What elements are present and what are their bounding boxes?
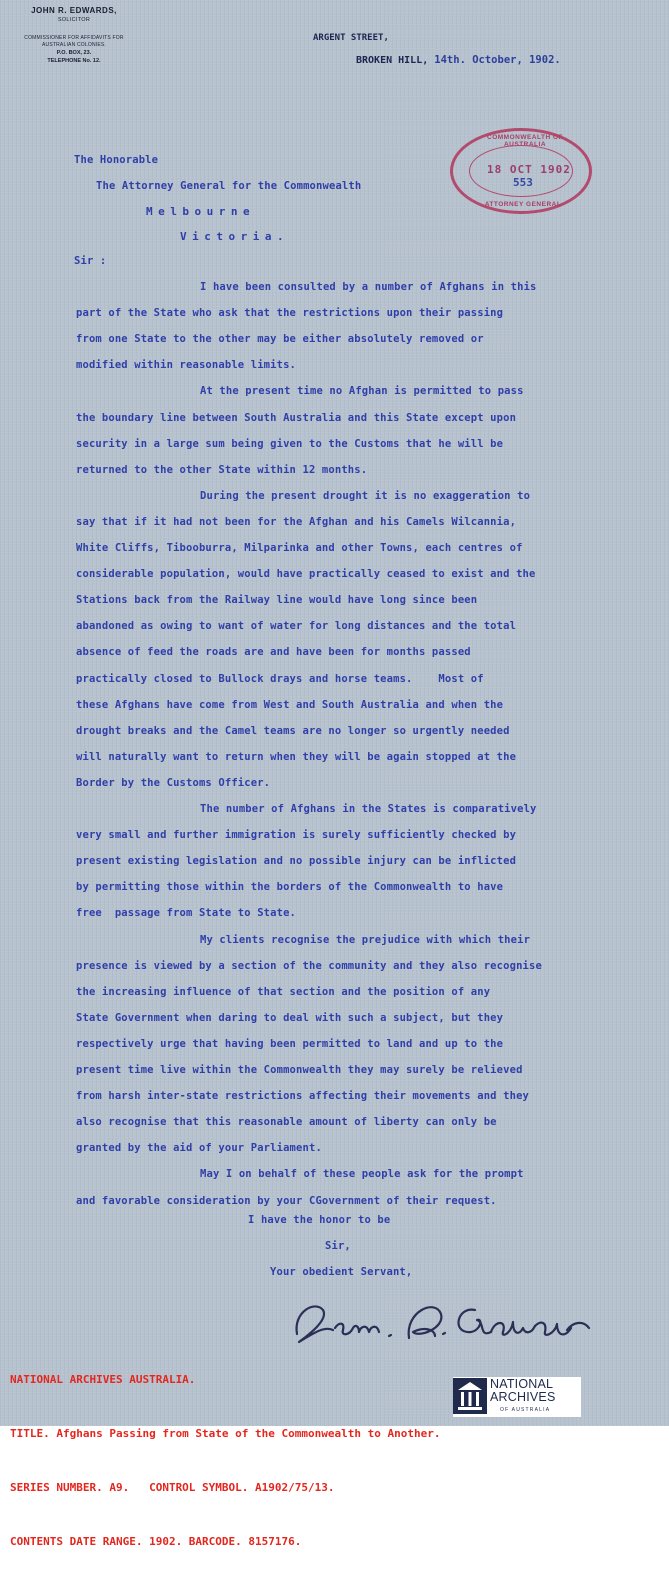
body-line: I have been consulted by a number of Afghans in this xyxy=(200,281,537,293)
logo-wordmark xyxy=(490,1378,556,1404)
salutation: Sir : xyxy=(74,255,107,267)
body-line: by permitting those within the borders of the Commonwealth to have xyxy=(76,881,504,893)
body-line: the boundary line between South Australia and this State except upon xyxy=(76,412,517,424)
logo-line1: NATIONAL xyxy=(490,1377,554,1391)
body-line: abandoned as owing to want of water for long distances and the total xyxy=(76,620,517,632)
recipient-line1: The Honorable xyxy=(74,154,159,166)
body-line: presence is viewed by a section of the community and they also recognise xyxy=(76,960,542,972)
recipient-line2: The Attorney General for the Commonwealth xyxy=(96,180,362,192)
body-line: free passage from State to State. xyxy=(76,907,297,919)
body-line: absence of feed the roads are and have been for months passed xyxy=(76,646,471,658)
body-line: very small and further immigration is surely sufficiently checked by xyxy=(76,829,517,841)
body-line: considerable population, would have practically ceased to exist and the xyxy=(76,568,536,580)
body-line: from one State to the other may be either absolutely removed or xyxy=(76,333,484,345)
body-line: At the present time no Afghan is permitted to pass xyxy=(200,385,524,397)
body-line: returned to the other State within 12 months. xyxy=(76,464,368,476)
received-stamp xyxy=(450,128,592,214)
stamp-date: 18 OCT 1902 xyxy=(487,163,571,176)
body-line: My clients recognise the prejudice with which their xyxy=(200,934,531,946)
stamp-number: 553 xyxy=(513,176,533,189)
letterhead-telephone: TELEPHONE No. 12. xyxy=(47,58,101,64)
address-street: ARGENT STREET, xyxy=(313,33,389,43)
body-line: present existing legislation and no possible injury can be inflicted xyxy=(76,855,517,867)
body-line: White Cliffs, Tibooburra, Milparinka and other Towns, each centres of xyxy=(76,542,523,554)
body-line: Stations back from the Railway line would have long since been xyxy=(76,594,478,606)
address-city: BROKEN HILL, xyxy=(356,55,429,66)
logo-line2: ARCHIVES xyxy=(490,1390,556,1404)
archives-building-icon xyxy=(453,1378,487,1414)
closing-line2: Sir, xyxy=(325,1240,351,1252)
letterhead-commission-line2: AUSTRALIAN COLONIES. xyxy=(41,42,106,48)
archive-caption xyxy=(10,1335,530,1587)
body-line: During the present drought it is no exaggeration to xyxy=(200,490,531,502)
body-line: the increasing influence of that section and the position of any xyxy=(76,986,491,998)
stamp-arc-top: COMMONWEALTH OF AUSTRALIA xyxy=(487,134,563,148)
national-archives-logo xyxy=(453,1377,581,1417)
body-line: Border by the Customs Officer. xyxy=(76,777,271,789)
caption-line4: CONTENTS DATE RANGE. 1902. BARCODE. 8157176. xyxy=(10,1535,302,1548)
body-line: security in a large sum being given to the Customs that he will be xyxy=(76,438,504,450)
address-city-date xyxy=(356,54,561,66)
body-line: modified within reasonable limits. xyxy=(76,359,297,371)
body-line: respectively urge that having been permitted to land and up to the xyxy=(76,1038,504,1050)
body-line: practically closed to Bullock drays and horse teams. Most of xyxy=(76,673,484,685)
body-line: drought breaks and the Camel teams are no longer so urgently needed xyxy=(76,725,510,737)
closing-line3: Your obedient Servant, xyxy=(270,1266,413,1278)
letterhead-commission-line1: COMMISSIONER FOR AFFIDAVITS FOR xyxy=(24,35,124,41)
letterhead-po-box: P.O. BOX, 23. xyxy=(56,50,92,56)
body-line: from harsh inter-state restrictions affecting their movements and they xyxy=(76,1090,530,1102)
body-line: present time live within the Commonwealth they may surely be relieved xyxy=(76,1064,523,1076)
body-line: State Government when daring to deal with such a subject, but they xyxy=(76,1012,504,1024)
closing-line1: I have the honor to be xyxy=(248,1214,391,1226)
letterhead-title: SOLICITOR xyxy=(57,17,91,23)
letter-date: 14th. October, 1902. xyxy=(434,54,561,66)
body-line: also recognise that this reasonable amount of liberty can only be xyxy=(76,1116,497,1128)
body-line: these Afghans have come from West and South Australia and when the xyxy=(76,699,504,711)
body-line: say that if it had not been for the Afghan and his Camels Wilcannia, xyxy=(76,516,517,528)
body-line: granted by the aid of your Parliament. xyxy=(76,1142,322,1154)
stamp-arc-bottom: ATTORNEY GENERAL xyxy=(484,201,562,208)
recipient-line3: Melbourne xyxy=(146,205,256,218)
letterhead-name: JOHN R. EDWARDS, xyxy=(31,6,117,15)
logo-line3: OF AUSTRALIA xyxy=(500,1407,551,1413)
body-line: part of the State who ask that the restrictions upon their passing xyxy=(76,307,504,319)
body-line: will naturally want to return when they will be again stopped at the xyxy=(76,751,517,763)
caption-line3: SERIES NUMBER. A9. CONTROL SYMBOL. A1902/75/13. xyxy=(10,1481,335,1494)
caption-line2: TITLE. Afghans Passing from State of the Commonwealth to Another. xyxy=(10,1427,441,1440)
body-line: The number of Afghans in the States is comparatively xyxy=(200,803,537,815)
letterhead-commission xyxy=(4,35,144,49)
caption-line1: NATIONAL ARCHIVES AUSTRALIA. xyxy=(10,1373,196,1386)
letterhead xyxy=(4,6,144,65)
recipient-line4: Victoria. xyxy=(180,230,290,243)
body-line: and favorable consideration by your CGovernment of their request. xyxy=(76,1195,497,1207)
body-line: May I on behalf of these people ask for the prompt xyxy=(200,1168,524,1180)
